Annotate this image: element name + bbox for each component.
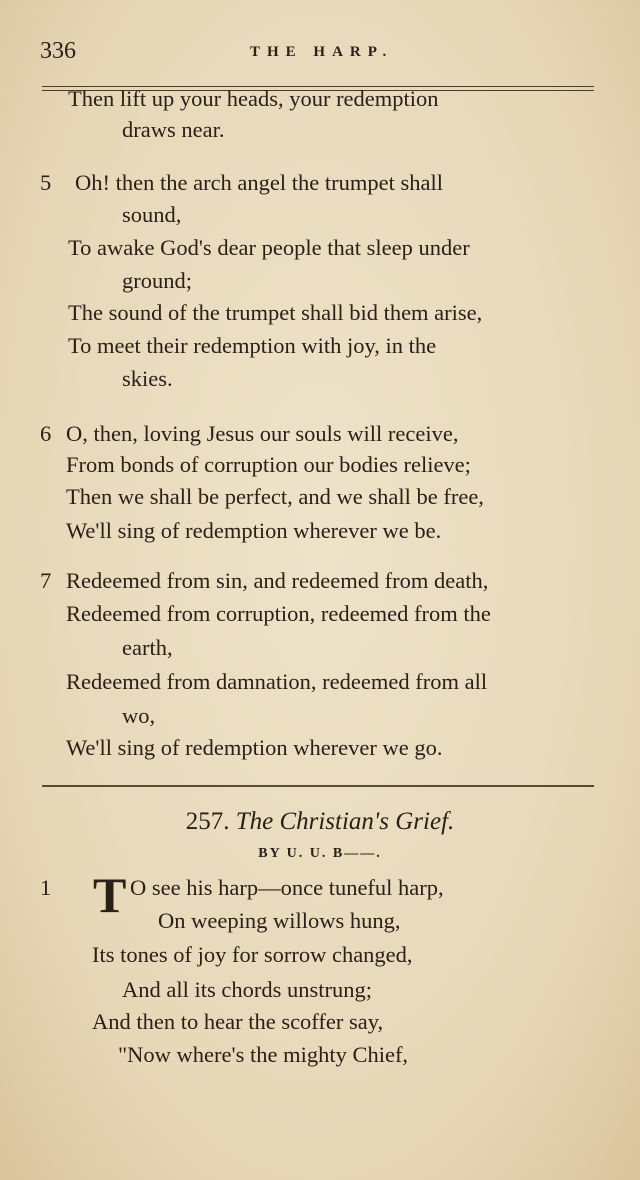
stanza-number: 5 bbox=[40, 170, 52, 195]
verse-line: We'll sing of redemption wherever we be. bbox=[66, 518, 442, 543]
hymn-title-text: The Christian's Grief. bbox=[235, 808, 455, 835]
verse-line: draws near. bbox=[122, 117, 225, 142]
verse-line: To awake God's dear people that sleep under bbox=[68, 235, 470, 260]
running-title: THE HARP. bbox=[250, 44, 394, 60]
verse-line: ground; bbox=[122, 268, 192, 293]
stanza-number: 1 bbox=[40, 875, 52, 900]
verse-line: "Now where's the mighty Chief, bbox=[118, 1042, 409, 1067]
verse-line: earth, bbox=[122, 635, 173, 660]
stanza-number: 7 bbox=[40, 568, 52, 593]
verse-line: Then lift up your heads, your redemption bbox=[68, 86, 439, 111]
section-rule bbox=[42, 785, 594, 787]
verse-line: Redeemed from sin, and redeemed from death, bbox=[66, 568, 489, 593]
stanza-number: 6 bbox=[40, 421, 52, 446]
page-number: 336 bbox=[40, 38, 76, 64]
verse-line: And then to hear the scoffer say, bbox=[92, 1009, 384, 1034]
verse-line: To meet their redemption with joy, in the bbox=[68, 333, 437, 358]
verse-line: From bonds of corruption our bodies relieve; bbox=[66, 452, 471, 477]
verse-line: The sound of the trumpet shall bid them arise, bbox=[68, 300, 483, 325]
verse-line: O see his harp—once tuneful harp, bbox=[130, 875, 444, 900]
drop-cap: T bbox=[93, 867, 127, 923]
hymn-byline: BY U. U. B——. bbox=[258, 846, 382, 861]
verse-line: Then we shall be perfect, and we shall be free, bbox=[66, 484, 484, 509]
verse-line: Redeemed from corruption, redeemed from the bbox=[66, 601, 491, 626]
verse-line: sound, bbox=[122, 202, 182, 227]
verse-line: And all its chords unstrung; bbox=[122, 977, 372, 1002]
verse-line: We'll sing of redemption wherever we go. bbox=[66, 735, 443, 760]
verse-line: Its tones of joy for sorrow changed, bbox=[92, 942, 413, 967]
verse-line: skies. bbox=[122, 366, 173, 391]
verse-line: Redeemed from damnation, redeemed from all bbox=[66, 669, 488, 694]
hymn-number: 257. bbox=[185, 808, 230, 835]
verse-line: wo, bbox=[122, 703, 156, 728]
verse-line: On weeping willows hung, bbox=[158, 908, 401, 933]
hymn-title bbox=[0, 808, 640, 836]
verse-line: O, then, loving Jesus our souls will receive, bbox=[66, 421, 459, 446]
verse-line: Oh! then the arch angel the trumpet shall bbox=[75, 170, 443, 195]
